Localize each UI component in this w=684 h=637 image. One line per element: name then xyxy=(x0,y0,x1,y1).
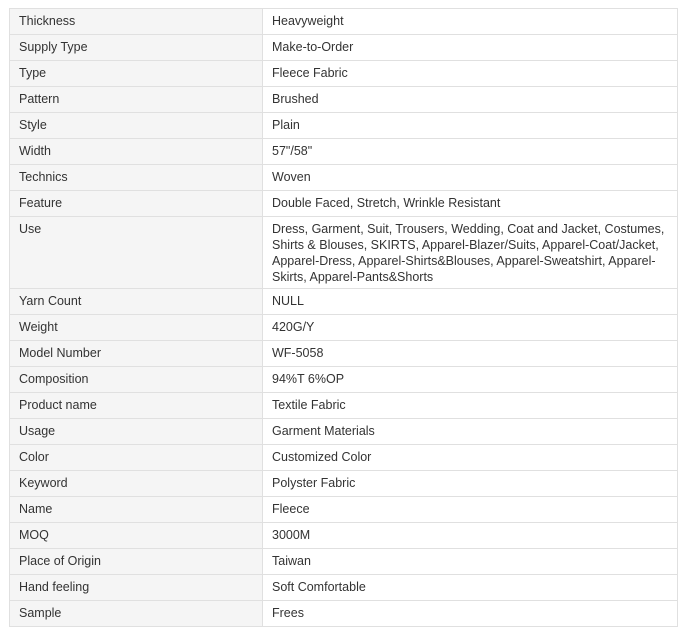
spec-label-cell: Technics xyxy=(10,165,263,191)
table-row xyxy=(10,87,678,113)
table-row xyxy=(10,549,678,575)
table-row xyxy=(10,367,678,393)
spec-value-cell: Dress, Garment, Suit, Trousers, Wedding, Coat and Jacket, Costumes, Shirts & Blouses, SKIRTS, Apparel-Blazer/Suits, Apparel-Coat/Jacket, Apparel-Dress, Apparel-Shirts&Blouses, Apparel-Sweatshirt, Apparel-Skirts, Apparel-Pants&Shorts xyxy=(263,217,678,289)
spec-value-cell: NULL xyxy=(263,289,678,315)
table-row xyxy=(10,419,678,445)
spec-label-cell: MOQ xyxy=(10,523,263,549)
table-row xyxy=(10,289,678,315)
table-row xyxy=(10,523,678,549)
spec-value-cell: Woven xyxy=(263,165,678,191)
spec-label-cell: Keyword xyxy=(10,471,263,497)
spec-value-cell: Textile Fabric xyxy=(263,393,678,419)
table-row xyxy=(10,601,678,627)
spec-label-cell: Sample xyxy=(10,601,263,627)
spec-value-cell: Brushed xyxy=(263,87,678,113)
table-row xyxy=(10,471,678,497)
spec-label-cell: Color xyxy=(10,445,263,471)
spec-value-cell: Fleece xyxy=(263,497,678,523)
spec-label-cell: Pattern xyxy=(10,87,263,113)
spec-value-cell: Customized Color xyxy=(263,445,678,471)
spec-value-cell: Garment Materials xyxy=(263,419,678,445)
spec-value-cell: Heavyweight xyxy=(263,9,678,35)
spec-value-cell: Fleece Fabric xyxy=(263,61,678,87)
spec-label-cell: Hand feeling xyxy=(10,575,263,601)
table-row xyxy=(10,61,678,87)
table-row xyxy=(10,165,678,191)
spec-value-cell: Polyster Fabric xyxy=(263,471,678,497)
spec-table-body xyxy=(10,9,678,627)
spec-label-cell: Thickness xyxy=(10,9,263,35)
spec-label-cell: Product name xyxy=(10,393,263,419)
spec-label-cell: Feature xyxy=(10,191,263,217)
spec-value-cell: WF-5058 xyxy=(263,341,678,367)
spec-label-cell: Supply Type xyxy=(10,35,263,61)
spec-value-cell: Plain xyxy=(263,113,678,139)
spec-value-cell: 3000M xyxy=(263,523,678,549)
spec-value-cell: 57"/58" xyxy=(263,139,678,165)
spec-label-cell: Weight xyxy=(10,315,263,341)
spec-label-cell: Usage xyxy=(10,419,263,445)
table-row xyxy=(10,35,678,61)
spec-label-cell: Yarn Count xyxy=(10,289,263,315)
spec-value-cell: 420G/Y xyxy=(263,315,678,341)
table-row xyxy=(10,139,678,165)
table-row xyxy=(10,217,678,289)
spec-label-cell: Model Number xyxy=(10,341,263,367)
table-row xyxy=(10,575,678,601)
table-row xyxy=(10,9,678,35)
spec-value-cell: Taiwan xyxy=(263,549,678,575)
table-row xyxy=(10,191,678,217)
spec-value-cell: Frees xyxy=(263,601,678,627)
spec-label-cell: Width xyxy=(10,139,263,165)
spec-value-cell: Make-to-Order xyxy=(263,35,678,61)
spec-label-cell: Place of Origin xyxy=(10,549,263,575)
spec-value-cell: Double Faced, Stretch, Wrinkle Resistant xyxy=(263,191,678,217)
spec-label-cell: Composition xyxy=(10,367,263,393)
spec-value-cell: 94%T 6%OP xyxy=(263,367,678,393)
product-spec-table xyxy=(9,8,678,627)
spec-label-cell: Style xyxy=(10,113,263,139)
table-row xyxy=(10,341,678,367)
table-row xyxy=(10,315,678,341)
table-row xyxy=(10,445,678,471)
spec-label-cell: Type xyxy=(10,61,263,87)
table-row xyxy=(10,113,678,139)
spec-value-cell: Soft Comfortable xyxy=(263,575,678,601)
spec-label-cell: Use xyxy=(10,217,263,289)
spec-label-cell: Name xyxy=(10,497,263,523)
table-row xyxy=(10,393,678,419)
table-row xyxy=(10,497,678,523)
